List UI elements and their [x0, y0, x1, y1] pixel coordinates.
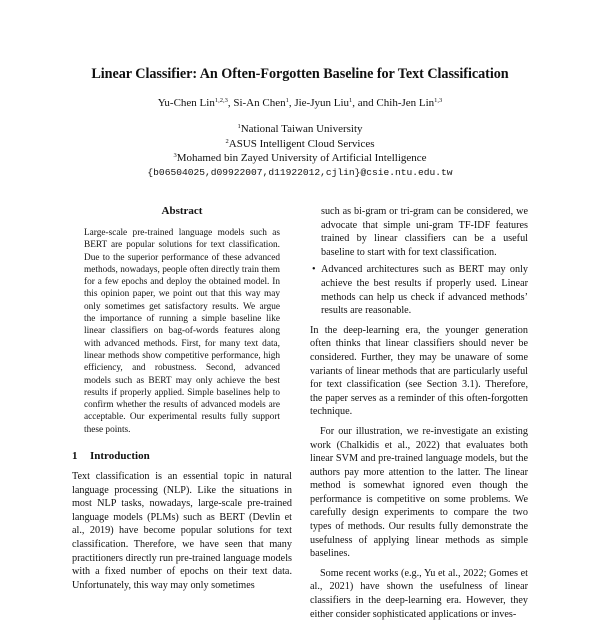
- abstract-text: Large-scale pre-trained language models such as BERT are popular solutions for text classification. Due to the superior performance of these advanced methods, nowadays, people often directly train them for a few epochs and deploy the obtained model. In this opinion paper, we point out that this way may only sometimes get satisfactory results. We argue the importance of running a simple baseline like linear classifiers on bag-of-words features along with advanced methods. First, for many text data, linear methods show competitive performance, high efficiency, and robustness. Second, advanced models such as BERT may only achieve the best results if properly applied. Simple baselines help to confirm whether the results of advanced models are acceptable. Our experimental results fully support these points.: [84, 228, 280, 435]
- author-2: Si-An Chen$^1$,: [233, 97, 295, 109]
- bullet-1-continuation: such as bi-gram or tri-gram can be considered, we advocate that simple uni-gram TF-IDF features trained by linear classifiers can be a useful baseline to start with for text classification.: [321, 206, 528, 258]
- bullet-icon: •: [312, 264, 316, 276]
- bullet-2: • Advanced architectures such as BERT may only achieve the best results if properly used. Linear methods can help us check if advanced methods’ results are reasonable.: [312, 264, 528, 317]
- section-title: Introduction: [90, 450, 150, 463]
- paragraph-recent-works: Some recent works (e.g., Yu et al., 2022; Gomes et al., 2021) have shown the usefulness of linear classifiers in the deep-learning era. However, they either consider sophisticated applications or inves-: [310, 567, 528, 620]
- section-number: 1: [72, 450, 78, 463]
- author-4: Chih-Jen Lin$^{1,3}$: [376, 97, 443, 109]
- right-column: [310, 205, 528, 621]
- affiliation-2: $^2$ASUS Intelligent Cloud Services: [225, 137, 375, 150]
- author-email: {b06504025,d09922007,d11922012,cjlin}@csie.ntu.edu.tw: [147, 166, 453, 178]
- author-list: [0, 97, 600, 109]
- affiliation-3: $^3$Mohamed bin Zayed University of Artificial Intelligence: [173, 152, 427, 165]
- section-heading-introduction: [72, 450, 292, 462]
- paper-title: Linear Classifier: An Often-Forgotten Baseline for Text Classification: [91, 66, 509, 82]
- paragraph-deep-learning-era: In the deep-learning era, the younger generation often thinks that linear classifiers should never be considered. Further, they may be unaware of some variants of linear methods that are particularly useful for text classification (see Section 3.1). Therefore, the paper serves as a reminder of this often-forgotten technique.: [310, 324, 528, 418]
- paragraph-illustration: For our illustration, we re-investigate an existing work (Chalkidis et al., 2022) that evaluates both linear SVM and pre-trained language models, but the authors pay more attention to the latter. The linear method is somewhat ignored even though the performance is competitive on some problems. We carefully design experiments to compare the two types of methods. Our results fully demonstrate the usefulness of applying linear methods as simple baselines.: [310, 425, 528, 560]
- abstract-heading: Abstract: [161, 205, 203, 217]
- left-column: [72, 205, 292, 592]
- affiliation-1: $^1$National Taiwan University: [237, 123, 363, 135]
- author-1: Yu-Chen Lin$^{1,2,3}$,: [157, 97, 234, 109]
- affiliation-block: [0, 122, 600, 180]
- author-3: Jie-Jyun Liu$^1$, and: [294, 97, 377, 109]
- introduction-paragraph: Text classification is an essential topic in natural language processing (NLP). Like the situations in most NLP tasks, nowadays, large-scale pre-trained language models (PLMs) such as BERT (Devlin et al., 2019) have become popular solutions for text classification. Therefore, we have seen that many practitioners directly run pre-trained language models with a fixed number of epochs on their text data. Unfortunately, this way may only sometimes: [72, 471, 292, 591]
